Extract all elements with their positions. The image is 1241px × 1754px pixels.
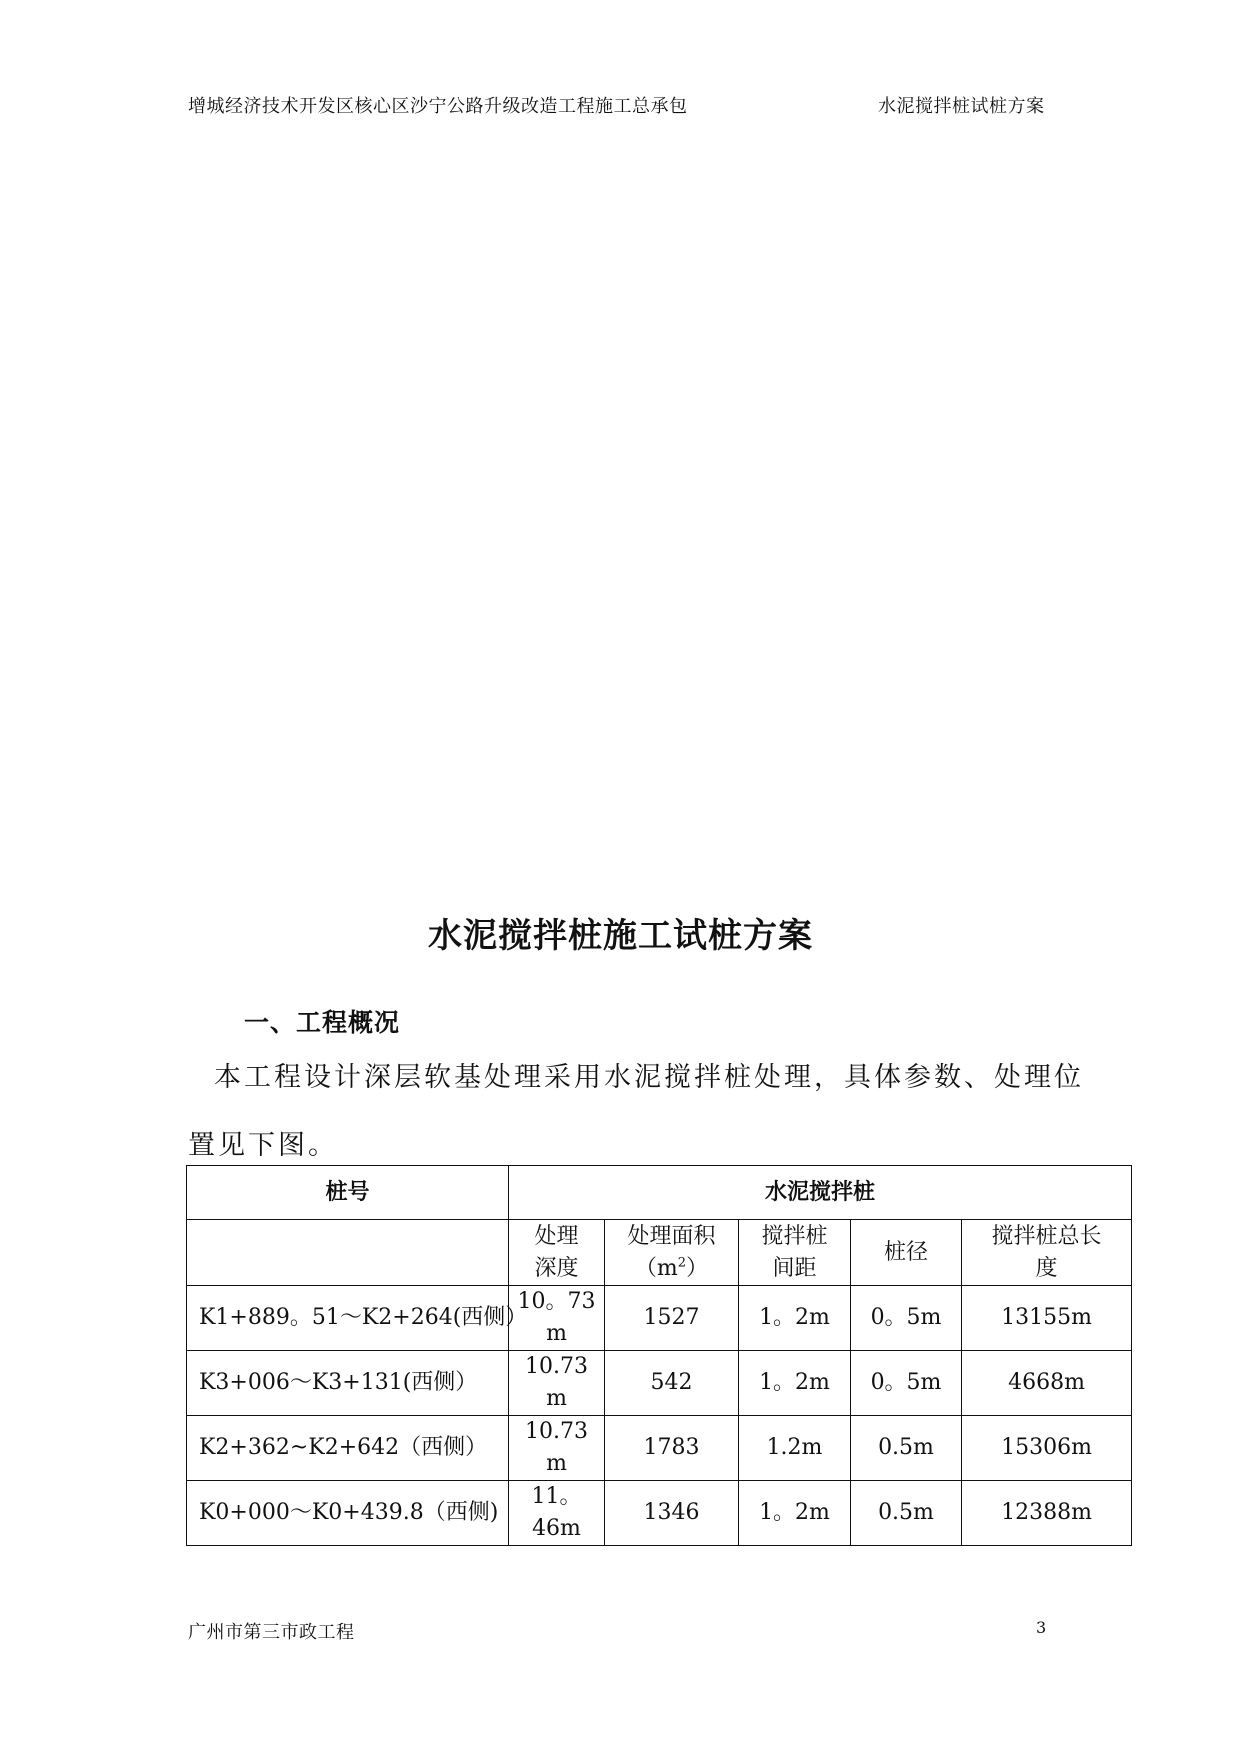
subheader-area-line2 bbox=[609, 1253, 734, 1285]
document-title: 水泥搅拌桩施工试桩方案 bbox=[428, 916, 813, 956]
pile-parameter-table bbox=[186, 1165, 1132, 1546]
cell-station: K3+006～K3+131(西侧） bbox=[187, 1351, 509, 1416]
cell-station: K0+000～K0+439.8（西侧) bbox=[187, 1481, 509, 1546]
subheader-area-unit-close: ） bbox=[686, 1255, 709, 1281]
page-footer-company: 广州市第三市政工程 bbox=[188, 1622, 355, 1643]
cell-total-length: 12388m bbox=[962, 1481, 1132, 1546]
table-row bbox=[187, 1481, 1132, 1546]
cell-total-length: 15306m bbox=[962, 1416, 1132, 1481]
paragraph-line-1: 本工程设计深层软基处理采用水泥搅拌桩处理，具体参数、处理位 bbox=[214, 1062, 1084, 1093]
cell-depth bbox=[509, 1481, 605, 1546]
cell-spacing: 1。2m bbox=[739, 1351, 851, 1416]
cell-depth-line2: m bbox=[546, 1386, 567, 1411]
page-header-doc-title: 水泥搅拌桩试桩方案 bbox=[878, 96, 1045, 117]
cell-station: K1+889。51～K2+264(西侧） bbox=[187, 1286, 509, 1351]
section-heading: 一、工程概况 bbox=[244, 1008, 401, 1037]
cell-total-length: 13155m bbox=[962, 1286, 1132, 1351]
cell-spacing: 1。2m bbox=[739, 1286, 851, 1351]
table-subheader-row bbox=[187, 1220, 1132, 1286]
header-cement-pile-group: 水泥搅拌桩 bbox=[509, 1166, 1132, 1220]
table-row bbox=[187, 1351, 1132, 1416]
cell-total-length: 4668m bbox=[962, 1351, 1132, 1416]
cell-depth-line1: 10.73 bbox=[525, 1354, 588, 1379]
cell-spacing: 1。2m bbox=[739, 1481, 851, 1546]
cell-depth bbox=[509, 1416, 605, 1481]
paragraph-line-2: 置见下图。 bbox=[188, 1130, 338, 1161]
subheader-spacing bbox=[739, 1220, 851, 1286]
cell-depth-line2: m bbox=[546, 1321, 567, 1346]
cell-area: 542 bbox=[605, 1351, 739, 1416]
subheader-depth bbox=[509, 1220, 605, 1286]
cell-station: K2+362~K2+642（西侧） bbox=[187, 1416, 509, 1481]
cell-diameter: 0.5m bbox=[851, 1416, 962, 1481]
subheader-depth-line1: 处理 bbox=[534, 1223, 579, 1249]
subheader-empty-cell bbox=[187, 1220, 509, 1286]
subheader-total-length bbox=[962, 1220, 1132, 1286]
cell-diameter: 0。5m bbox=[851, 1286, 962, 1351]
header-station: 桩号 bbox=[187, 1166, 509, 1220]
subheader-total-line1: 搅拌桩总长 bbox=[991, 1223, 1102, 1249]
cell-diameter: 0.5m bbox=[851, 1481, 962, 1546]
cell-diameter: 0。5m bbox=[851, 1351, 962, 1416]
subheader-area-unit-exponent: 2 bbox=[677, 1255, 687, 1271]
table-header-row bbox=[187, 1166, 1132, 1220]
cell-area: 1346 bbox=[605, 1481, 739, 1546]
cell-depth-line2: m bbox=[546, 1451, 567, 1476]
subheader-spacing-line2: 间距 bbox=[772, 1255, 817, 1281]
cell-depth-line1: 10。73 bbox=[517, 1289, 596, 1314]
subheader-area-unit-open: （m bbox=[634, 1255, 678, 1281]
table-row bbox=[187, 1286, 1132, 1351]
subheader-area bbox=[605, 1220, 739, 1286]
cell-spacing: 1.2m bbox=[739, 1416, 851, 1481]
cell-depth-line1: 11。 bbox=[531, 1484, 582, 1509]
cell-area: 1783 bbox=[605, 1416, 739, 1481]
page-number: 3 bbox=[1036, 1618, 1047, 1637]
cell-depth bbox=[509, 1351, 605, 1416]
subheader-spacing-line1: 搅拌桩 bbox=[761, 1223, 828, 1249]
subheader-diameter: 桩径 bbox=[851, 1220, 962, 1286]
cell-depth-line1: 10.73 bbox=[525, 1419, 588, 1444]
page-header-project: 增城经济技术开发区核心区沙宁公路升级改造工程施工总承包 bbox=[188, 96, 688, 117]
cell-depth-line2: 46m bbox=[532, 1516, 581, 1541]
subheader-area-line1: 处理面积 bbox=[627, 1223, 716, 1249]
subheader-total-line2: 度 bbox=[1035, 1255, 1058, 1281]
subheader-depth-line2: 深度 bbox=[534, 1255, 579, 1281]
table-row bbox=[187, 1416, 1132, 1481]
cell-area: 1527 bbox=[605, 1286, 739, 1351]
